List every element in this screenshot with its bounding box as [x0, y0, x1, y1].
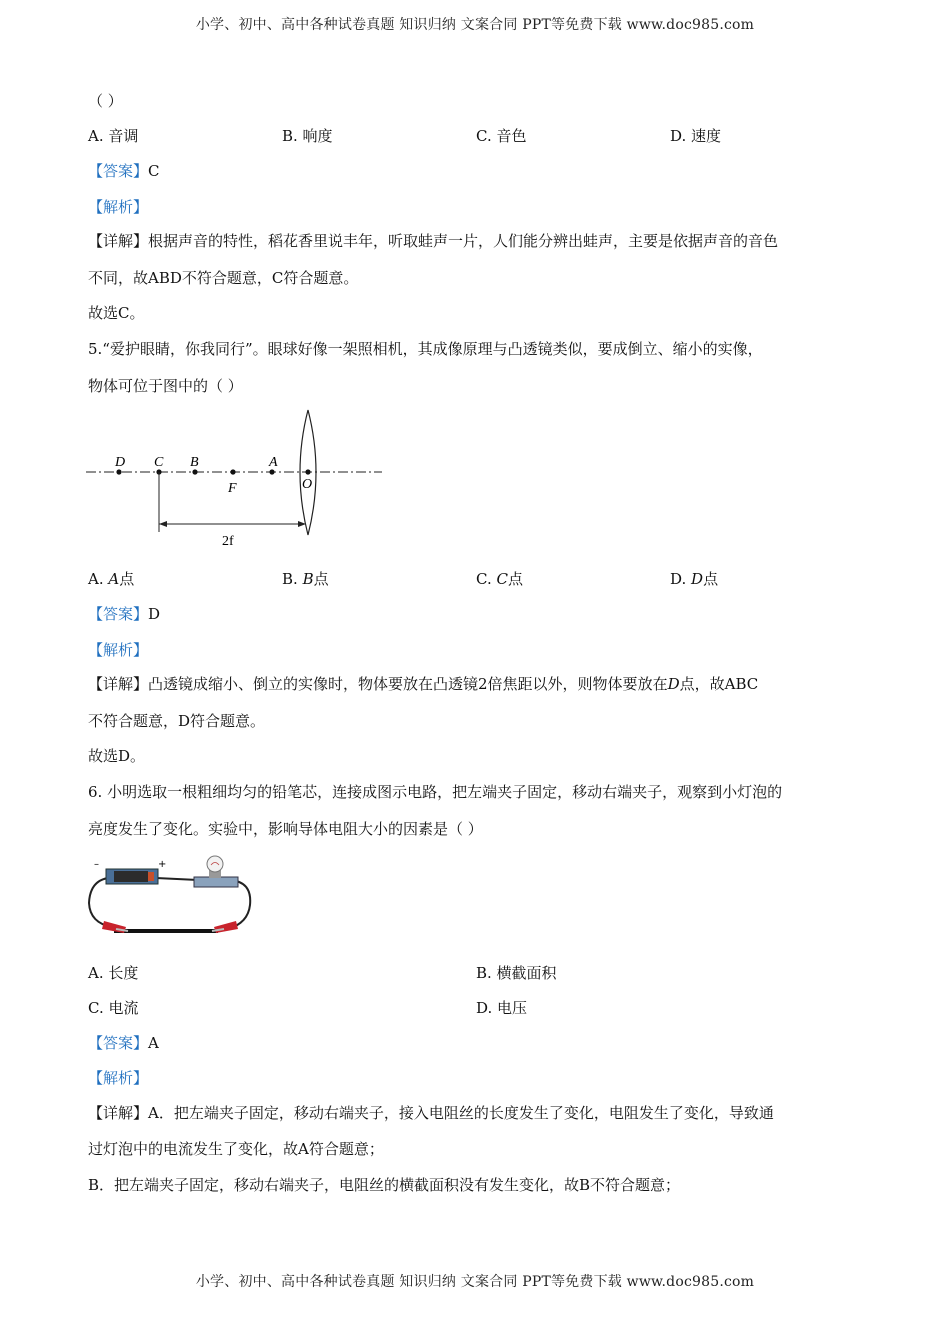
q4-detail-line-2: 不同，故ABD不符合题意，C符合题意。 [88, 269, 359, 287]
q6-option-c: C. 电流 [88, 999, 139, 1017]
point-d [116, 469, 121, 474]
point-o [305, 469, 310, 474]
q6-option-d: D. 电压 [476, 999, 528, 1017]
page-header: 小学、初中、高中各种试卷真题 知识归纳 文案合同 PPT等免费下载 www.doc985.com [195, 17, 755, 33]
q4-option-b: B. 响度 [282, 127, 333, 145]
q4-option-c: C. 音色 [476, 127, 527, 145]
detail-tag: 【详解】 [88, 1104, 149, 1122]
answer-value: C [148, 162, 160, 180]
q5-answer [88, 603, 160, 624]
wire-top [156, 878, 198, 880]
point-b [192, 469, 197, 474]
point-a [269, 469, 274, 474]
label-f: F [228, 481, 237, 496]
q5-option-a: A. A点 [88, 570, 135, 588]
answer-tag: 【答案】 [88, 162, 149, 180]
q5-option-b: B. B点 [282, 570, 329, 588]
q5-option-d: D. D点 [670, 570, 719, 588]
q5-stem-line-1: 5.“爱护眼睛，你我同行”。眼球好像一架照相机，其成像原理与凸透镜类似，要成倒立、缩小的实像， [88, 340, 763, 358]
q6-option-b: B. 横截面积 [476, 964, 557, 982]
label-d: D [115, 455, 126, 470]
battery-core [114, 871, 148, 882]
q6-stem-line-2: 亮度发生了变化。实验中，影响导体电阻大小的因素是（ ） [88, 820, 483, 838]
detail-tag: 【详解】 [88, 232, 149, 250]
q5-conclusion: 故选D。 [88, 747, 146, 765]
q4-option-a: A. 音调 [88, 127, 139, 145]
wire-left [89, 878, 112, 927]
q6-answer [88, 1032, 159, 1053]
label-c: C [154, 455, 164, 470]
battery-terminal [148, 872, 154, 881]
q5-analysis-tag: 【解析】 [88, 641, 149, 659]
q6-analysis-tag: 【解析】 [88, 1069, 149, 1087]
q4-analysis-tag: 【解析】 [88, 198, 149, 216]
q6-detail-line-3: B．把左端夹子固定，移动右端夹子，电阻丝的横截面积没有发生变化，故B不符合题意； [88, 1176, 681, 1194]
detail-text: 根据声音的特性，稻花香里说丰年，听取蛙声一片，人们能分辨出蛙声，主要是依据声音的音色 [148, 232, 779, 250]
label-2f: 2f [222, 534, 234, 549]
q6-circuit-figure [86, 853, 256, 943]
point-f [230, 469, 235, 474]
answer-value: A [148, 1034, 159, 1052]
bulb-icon [207, 856, 223, 872]
q4-conclusion: 故选C。 [88, 304, 145, 322]
detail-tag: 【详解】 [88, 675, 149, 693]
q4-detail-line-1 [88, 230, 778, 251]
q5-detail-line-2: 不符合题意，D符合题意。 [88, 712, 266, 730]
lamp-base [194, 877, 238, 887]
wire-right [228, 881, 250, 929]
answer-tag: 【答案】 [88, 605, 149, 623]
answer-value: D [148, 605, 161, 623]
q5-option-c: C. C点 [476, 570, 523, 588]
q5-stem-line-2: 物体可位于图中的（ ） [88, 377, 243, 395]
page-footer: 小学、初中、高中各种试卷真题 知识归纳 文案合同 PPT等免费下载 www.doc985.com [195, 1274, 755, 1290]
plus-sign: + [158, 859, 167, 870]
dim-arrow-left [159, 521, 167, 527]
label-a: A [269, 455, 278, 470]
minus-sign: – [94, 859, 99, 870]
q6-detail-line-1: 【详解】A．把左端夹子固定，移动右端夹子，接入电阻丝的长度发生了变化，电阻发生了变化，导致通 [88, 1104, 774, 1122]
q5-lens-diagram [86, 405, 386, 555]
answer-tag: 【答案】 [88, 1034, 149, 1052]
right-clip [214, 921, 238, 933]
q6-option-a: A. 长度 [88, 964, 139, 982]
q4-option-d: D. 速度 [670, 127, 722, 145]
q5-detail-line-1: 【详解】凸透镜成缩小、倒立的实像时，物体要放在凸透镜2倍焦距以外，则物体要放在D点，故ABC [88, 675, 759, 693]
label-b: B [190, 455, 199, 470]
q4-answer [88, 160, 160, 181]
label-o: O [302, 477, 313, 492]
q6-detail-line-2: 过灯泡中的电流发生了变化，故A符合题意； [88, 1140, 384, 1158]
q4-bracket: （ ） [88, 92, 123, 110]
q6-stem-line-1: 6. 小明选取一根粗细均匀的铅笔芯，连接成图示电路，把左端夹子固定，移动右端夹子，观察到小灯泡的 [88, 783, 783, 801]
